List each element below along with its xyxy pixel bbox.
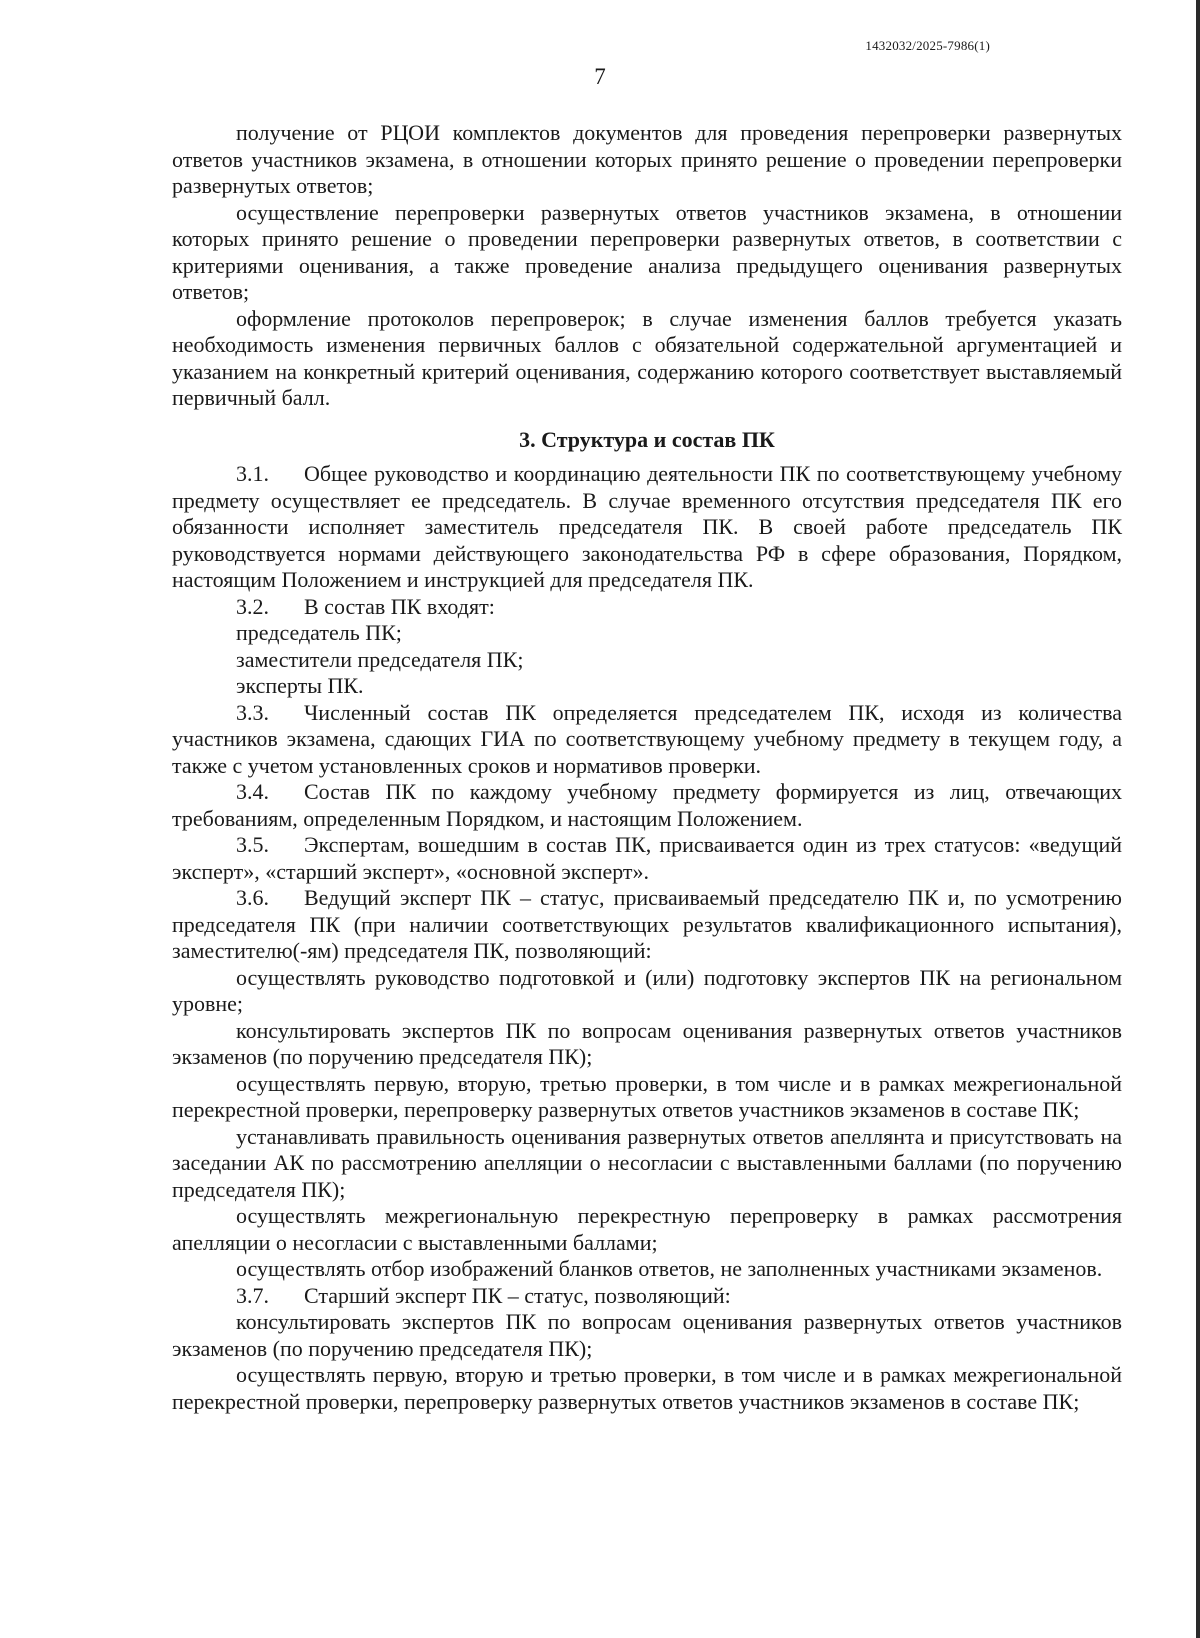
page-number: 7 (594, 64, 606, 89)
clause-3-2 (172, 594, 1122, 621)
clause-text: Состав ПК по каждому учебному предмету формируется из лиц, отвечающих требованиям, определенным Порядком, и настоящим Положением. (172, 779, 1122, 831)
list-item: осуществлять межрегиональную перекрестную перепроверку в рамках рассмотрения апелляции о несогласии с выставленными баллами; (172, 1203, 1122, 1255)
clause-text: Численный состав ПК определяется председателем ПК, исходя из количества участников экзамена, сдающих ГИА по соответствующему учебному предмету в текущем году, а также с учетом установленных сроков и нормативов проверки. (172, 699, 1122, 778)
clause-number: 3.1. (236, 461, 269, 486)
clause-text: Старший эксперт ПК – статус, позволяющий: (304, 1282, 731, 1308)
document-body (172, 120, 1122, 1415)
list-item: эксперты ПК. (236, 673, 364, 698)
document-number: 1432032/2025-7986(1) (865, 38, 990, 53)
clause-3-7 (172, 1283, 1122, 1310)
list-item: заместители председателя ПК; (236, 646, 524, 672)
clause-3-6 (172, 885, 1122, 965)
list-item: консультировать экспертов ПК по вопросам оценивания развернутых ответов участников экзаменов (по поручению председателя ПК); (172, 1309, 1122, 1361)
list-item: осуществлять отбор изображений бланков ответов, не заполненных участниками экзаменов. (236, 1256, 1103, 1281)
clause-3-1 (172, 461, 1122, 594)
clause-number: 3.6. (236, 885, 269, 910)
list-item: консультировать экспертов ПК по вопросам оценивания развернутых ответов участников экзаменов (по поручению председателя ПК); (172, 1017, 1122, 1069)
clause-text: В состав ПК входят: (304, 593, 495, 619)
section-heading: 3. Структура и состав ПК (519, 426, 775, 452)
list-item: осуществлять первую, вторую и третью проверки, в том числе и в рамках межрегиональной перекрестной проверки, перепроверку развернутых ответов участников экзаменов в составе ПК; (172, 1362, 1122, 1414)
paragraph: оформление протоколов перепроверок; в случае изменения баллов требуется указать необходимость изменения первичных баллов с обязательной содержательной аргументацией и указанием на конкретный критерий оценивания, содержанию которого соответствует выставляемый первичный балл. (172, 305, 1122, 410)
clause-number: 3.2. (236, 593, 269, 619)
clause-number: 3.4. (236, 779, 269, 804)
paragraph: осуществление перепроверки развернутых ответов участников экзамена, в отношении которых принято решение о проведении перепроверки развернутых ответов, в соответствии с критериями оценивания, а также проведение анализа предыдущего оценивания развернутых ответов; (172, 199, 1122, 304)
clause-3-5 (172, 832, 1122, 885)
clause-text: Общее руководство и координацию деятельности ПК по соответствующему учебному предмету осуществляет ее председатель. В случае временного отсутствия председателя ПК его обязанности исполняет заместитель председателя ПК. В своей работе председатель ПК руководствуется нормами действующего законодательства РФ в сфере образования, Порядком, настоящим Положением и инструкцией для председателя ПК. (172, 461, 1122, 592)
clause-number: 3.7. (236, 1282, 269, 1308)
clause-number: 3.5. (236, 832, 269, 857)
list-item: осуществлять первую, вторую, третью проверки, в том числе и в рамках межрегиональной перекрестной проверки, перепроверку развернутых ответов участников экзаменов в составе ПК; (172, 1070, 1122, 1122)
list-item: председатель ПК; (236, 620, 402, 645)
list-item: устанавливать правильность оценивания развернутых ответов апеллянта и присутствовать на заседании АК по рассмотрению апелляции о несогласии с выставленными баллами (по поручению председателя ПК); (172, 1123, 1122, 1202)
clause-number: 3.3. (236, 699, 269, 725)
clause-3-4 (172, 779, 1122, 832)
paragraph: получение от РЦОИ комплектов документов для проведения перепроверки развернутых ответов участников экзамена, в отношении которых принято решение о проведении перепроверки развернутых ответов; (172, 120, 1122, 198)
scan-edge (1196, 0, 1200, 1638)
list-item: осуществлять руководство подготовкой и (или) подготовку экспертов ПК на региональном уровне; (172, 964, 1122, 1016)
clause-3-3 (172, 700, 1122, 780)
clause-text: Экспертам, вошедшим в состав ПК, присваивается один из трех статусов: «ведущий эксперт», «старший эксперт», «основной эксперт». (172, 832, 1122, 884)
clause-text: Ведущий эксперт ПК – статус, присваиваемый председателю ПК и, по усмотрению председателя ПК (при наличии соответствующих результатов квалификационного испытания), заместителю(-ям) председателя ПК, позволяющий: (172, 885, 1122, 963)
